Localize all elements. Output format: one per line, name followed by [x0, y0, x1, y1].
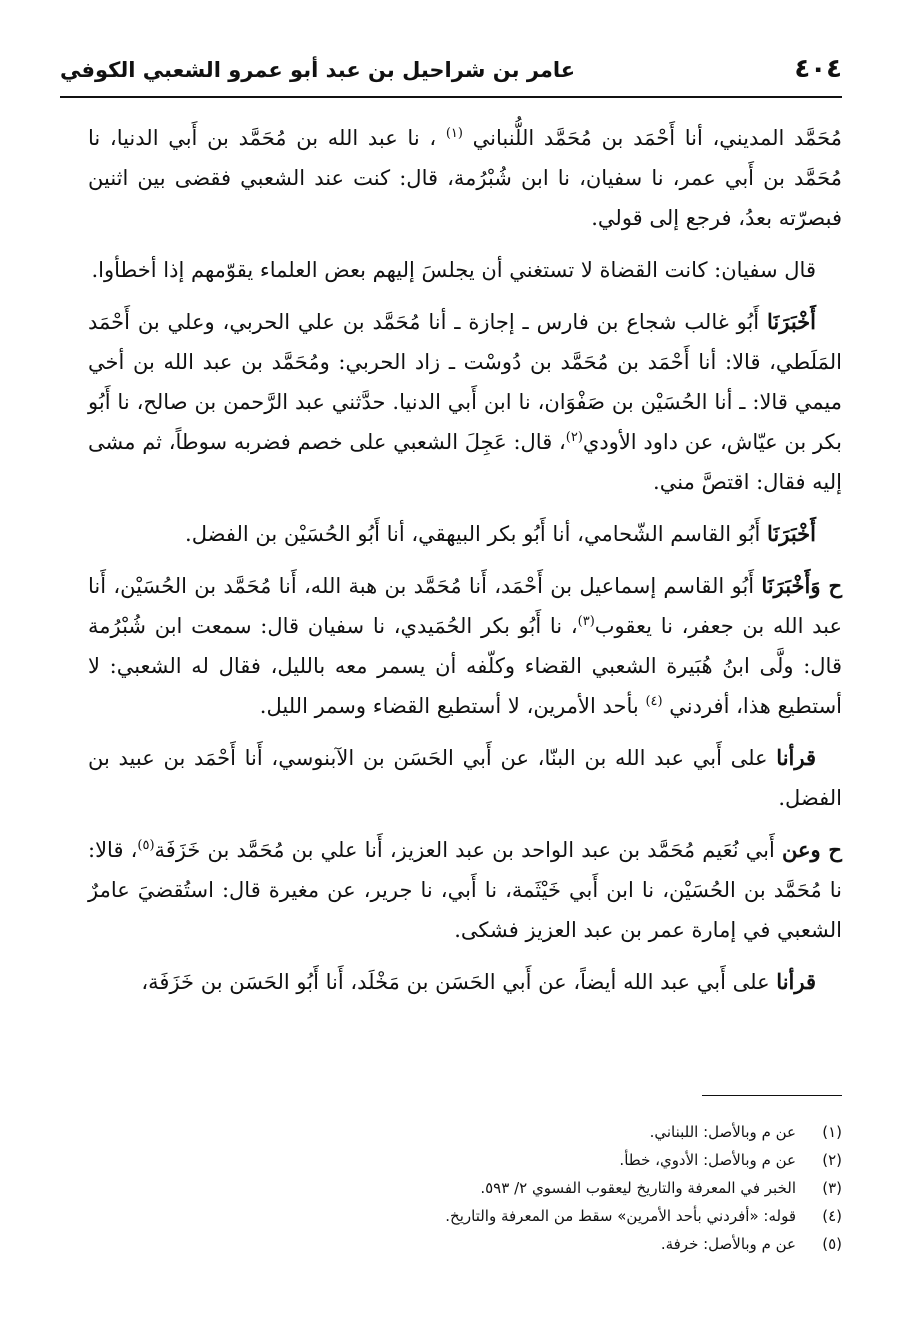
footnote-text: عن م وبالأصل: خرفة.	[660, 1235, 796, 1253]
paragraph-lead: ح وعن	[782, 837, 842, 862]
paragraph-1	[88, 118, 842, 238]
paragraph-3	[88, 302, 842, 502]
footnote-number: (١)	[822, 1123, 842, 1141]
paragraph-4	[88, 514, 842, 554]
footnote-ref[interactable]: (٣)	[577, 614, 595, 629]
footnote-ref[interactable]: (٤)	[645, 694, 663, 709]
paragraph-6	[88, 738, 842, 818]
paragraph-lead: أَخْبَرَنَا	[767, 521, 816, 546]
footnote-item	[88, 1174, 842, 1202]
footnote-ref[interactable]: (٥)	[137, 838, 155, 853]
paragraph-text: أَبُو القاسم إسماعيل بن أَحْمَد، أَنا مُحَمَّد بن هبة الله، أَنا مُحَمَّد بن الحُسَيْن، أَنا عبد الله بن جعفر، نا يعقوب	[88, 574, 842, 638]
page-header	[60, 50, 842, 94]
footnote-ref[interactable]: (١)	[445, 126, 463, 141]
paragraph-text: على أَبي عبد الله أيضاً، عن أَبي الحَسَن بن مَخْلَد، أَنا أَبُو الحَسَن بن خَزَفَة،	[141, 970, 770, 994]
footnote-item	[88, 1230, 842, 1258]
paragraph-7	[88, 830, 842, 950]
paragraph-2	[88, 250, 842, 290]
footnotes	[88, 1118, 842, 1258]
paragraph-lead: ح وَأَخْبَرَنَا	[761, 573, 842, 598]
footnote-text: عن م وبالأصل: الأدوي، خطأ.	[619, 1151, 796, 1169]
footnote-number: (٥)	[822, 1235, 842, 1253]
paragraph-text: مُحَمَّد المديني، أنا أَحْمَد بن مُحَمَّد اللُّنباني	[472, 126, 842, 150]
paragraph-text: على أَبي عبد الله بن البنّا، عن أَبي الحَسَن بن الآبنوسي، أَنا أَحْمَد بن عبيد بن الفضل.	[88, 746, 842, 810]
footnote-text: الخبر في المعرفة والتاريخ ليعقوب الفسوي ٢/ ٥٩٣.	[480, 1179, 796, 1197]
footnote-item	[88, 1146, 842, 1174]
footnote-text: عن م وبالأصل: اللبناني.	[649, 1123, 796, 1141]
paragraph-lead: قرأنا	[776, 745, 816, 770]
footnote-number: (٢)	[822, 1151, 842, 1169]
paragraph-lead: قرأنا	[776, 969, 816, 994]
paragraph-8	[88, 962, 842, 1002]
footnote-number: (٣)	[822, 1179, 842, 1197]
paragraph-5	[88, 566, 842, 726]
footnote-item	[88, 1118, 842, 1146]
paragraph-text: أَبُو القاسم الشّحامي، أنا أَبُو بكر البيهقي، أنا أَبُو الحُسَيْن بن الفضل.	[185, 522, 761, 546]
footnote-number: (٤)	[822, 1207, 842, 1225]
paragraph-lead: أَخْبَرَنَا	[767, 309, 816, 334]
header-rule	[60, 96, 842, 98]
paragraph-text: قال سفيان: كانت القضاة لا تستغني أن يجلسَ إليهم بعض العلماء يقوّمهم إذا أخطأوا.	[91, 258, 816, 282]
paragraph-text: أَبي نُعَيم مُحَمَّد بن عبد الواحد بن عبد العزيز، أَنا علي بن مُحَمَّد بن خَزَفَة	[154, 838, 775, 862]
main-text	[88, 118, 842, 1014]
running-title: عامر بن شراحيل بن عبد أبو عمرو الشعبي الكوفي	[60, 58, 576, 82]
paragraph-text: بأحد الأمرين، لا أستطيع القضاء وسمر الليل.	[259, 694, 639, 718]
paragraph-text: ، نا عبد الله بن مُحَمَّد بن أَبي الدنيا، نا مُحَمَّد بن أَبي عمر، نا سفيان، نا ابن شُبْرُمة، قال: كنت عند الشعبي فقضى بين اثنين فبصرّته بعدُ، فرجع إلى قولي.	[88, 126, 842, 230]
footnote-separator	[702, 1095, 842, 1096]
footnote-text: قوله: «أفردني بأحد الأمرين» سقط من المعرفة والتاريخ.	[445, 1207, 796, 1225]
footnote-ref[interactable]: (٢)	[565, 430, 583, 445]
paragraph-text: أَبُو غالب شجاع بن فارس ـ إجازة ـ أنا مُحَمَّد بن علي الحربي، وعلي بن أَحْمَد المَلَطي، قالا: أنا أَحْمَد بن مُحَمَّد بن دُوسْت ـ زاد الحربي: ومُحَمَّد بن عبد الله بن أخي ميمي قالا: ـ أنا الحُسَيْن بن صَفْوَان، نا ابن أَبي الدنيا. حدَّثني عبد الرَّحمن بن صالح، نا أَبُو بكر بن عيّاش، عن داود الأودي	[88, 310, 842, 454]
page-number: ٤٠٤	[794, 54, 842, 84]
paragraph-text: ، قالا: نا مُحَمَّد بن الحُسَيْن، نا ابن أَبي خَيْثَمة، نا أَبي، نا جرير، عن مغيرة قال: استُقضيَ عامرٌ الشعبي في إمارة عمر بن عبد العزيز فشكى.	[88, 838, 842, 942]
paragraph-text: ، قال: عَجِلَ الشعبي على خصم فضربه سوطاً، ثم مشى إليه فقال: اقتصَّ مني.	[88, 430, 842, 494]
paragraph-text: ، نا أَبُو بكر الحُمَيدي، نا سفيان قال: سمعت ابن شُبْرُمة قال: ولَّى ابنُ هُبَيرة الشعبي القضاء وكلّفه أن يسمر معه بالليل، فقال له الشعبي: لا أستطيع هذا، أفردني	[88, 614, 842, 718]
footnote-item	[88, 1202, 842, 1230]
